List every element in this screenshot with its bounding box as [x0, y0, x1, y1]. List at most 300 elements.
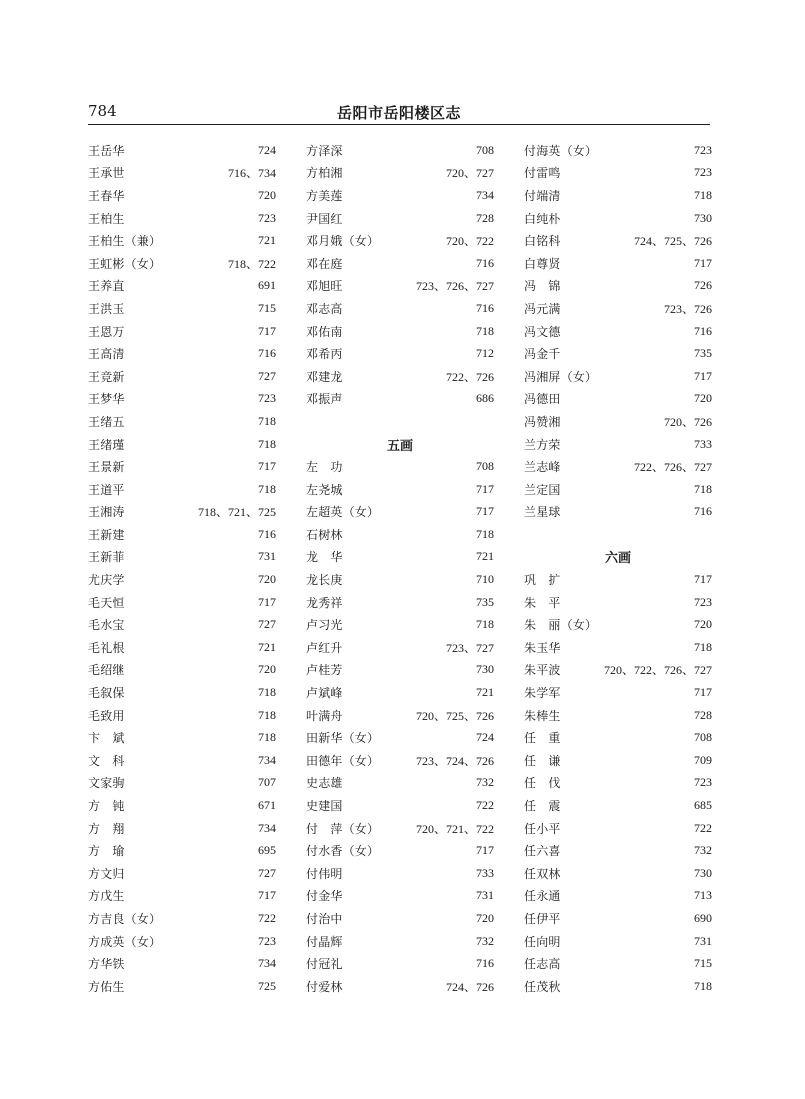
- entry-pages: 715: [694, 956, 712, 971]
- entry-pages: 717: [694, 685, 712, 700]
- index-entry: [306, 885, 494, 908]
- entry-pages: 717: [258, 594, 276, 609]
- entry-pages: 720、721、722: [415, 821, 494, 836]
- entry-pages: 723、726: [663, 301, 712, 316]
- entry-pages: 723: [694, 775, 712, 790]
- entry-pages: 691: [258, 278, 276, 293]
- entry-pages: 727: [258, 865, 276, 880]
- entry-pages: 728: [476, 210, 494, 225]
- index-entry: [306, 952, 494, 975]
- entry-pages: 720、722: [445, 234, 494, 249]
- index-entry: [88, 907, 276, 930]
- index-entry: [524, 681, 712, 704]
- index-entry: [524, 410, 712, 433]
- entry-name: 卞 斌: [88, 731, 125, 746]
- entry-name: 叶满舟: [306, 708, 343, 723]
- entry-pages: 735: [694, 346, 712, 361]
- entry-pages: 686: [476, 391, 494, 406]
- entry-name: 王绪瑾: [88, 437, 125, 452]
- index-entry: [524, 952, 712, 975]
- index-entry: [306, 591, 494, 614]
- index-column-3: [524, 139, 712, 998]
- index-entry: [88, 478, 276, 501]
- index-entry: [306, 681, 494, 704]
- entry-pages: 723、724、726: [415, 753, 494, 768]
- entry-name: 文 科: [88, 753, 125, 768]
- entry-name: 付冠礼: [306, 957, 343, 972]
- entry-name: 王柏生: [88, 211, 125, 226]
- entry-pages: 722: [258, 910, 276, 925]
- entry-name: 尹国红: [306, 211, 343, 226]
- entry-pages: 727: [258, 368, 276, 383]
- index-entry: [88, 275, 276, 298]
- entry-name: 邓志高: [306, 301, 343, 316]
- entry-pages: 716、734: [227, 166, 276, 181]
- entry-name: 石树林: [306, 527, 343, 542]
- entry-pages: 730: [476, 662, 494, 677]
- entry-pages: 716: [476, 956, 494, 971]
- entry-pages: 722、726、727: [633, 460, 712, 475]
- entry-name: 毛水宝: [88, 618, 125, 633]
- index-entry: [524, 320, 712, 343]
- entry-pages: 732: [476, 775, 494, 790]
- index-entry: [524, 885, 712, 908]
- index-entry: [88, 975, 276, 998]
- entry-name: 方柏湘: [306, 166, 343, 181]
- index-entry: [88, 817, 276, 840]
- index-entry: [88, 636, 276, 659]
- entry-name: 毛叙保: [88, 686, 125, 701]
- entry-name: 任志高: [524, 957, 561, 972]
- index-entry: [88, 794, 276, 817]
- index-entry: [88, 162, 276, 185]
- entry-pages: 734: [258, 752, 276, 767]
- index-entry: [88, 546, 276, 569]
- entry-pages: 716: [258, 346, 276, 361]
- entry-name: 巩 扩: [524, 573, 561, 588]
- entry-name: 朱平波: [524, 663, 561, 678]
- index-entry: [88, 613, 276, 636]
- index-entry: [524, 817, 712, 840]
- index-entry: [524, 975, 712, 998]
- entry-name: 邓希丙: [306, 347, 343, 362]
- entry-pages: 671: [258, 798, 276, 813]
- index-entry: [524, 659, 712, 682]
- index-entry: [306, 704, 494, 727]
- entry-name: 邓建龙: [306, 369, 343, 384]
- book-title: 岳阳市岳阳楼区志: [336, 104, 461, 122]
- index-entry: [524, 275, 712, 298]
- index-entry: [306, 162, 494, 185]
- index-entry: [524, 478, 712, 501]
- entry-pages: 708: [694, 730, 712, 745]
- entry-pages: 721: [258, 233, 276, 248]
- index-entry: [524, 726, 712, 749]
- entry-pages: 720: [258, 187, 276, 202]
- entry-name: 方 钝: [88, 799, 125, 814]
- index-entry: [88, 885, 276, 908]
- entry-name: 朱 丽（女）: [524, 618, 598, 633]
- entry-name: 王竞新: [88, 369, 125, 384]
- entry-pages: 718: [476, 323, 494, 338]
- index-entry: [524, 388, 712, 411]
- entry-pages: 724、725、726: [633, 234, 712, 249]
- entry-name: 朱棒生: [524, 708, 561, 723]
- entry-name: 卢红升: [306, 640, 343, 655]
- entry-pages: 723: [694, 142, 712, 157]
- index-entry: [88, 388, 276, 411]
- index-entry: [306, 229, 494, 252]
- index-entry: [306, 501, 494, 524]
- entry-pages: 735: [476, 594, 494, 609]
- index-entry: [306, 726, 494, 749]
- entry-pages: 718: [694, 978, 712, 993]
- entry-name: 任向明: [524, 934, 561, 949]
- index-entry: [306, 568, 494, 591]
- index-entry: [524, 139, 712, 162]
- entry-pages: 708: [476, 459, 494, 474]
- index-entry: [524, 207, 712, 230]
- entry-name: 龙长庚: [306, 573, 343, 588]
- entry-name: 邓旭旺: [306, 279, 343, 294]
- entry-name: 左 功: [306, 460, 343, 475]
- index-entry: [524, 252, 712, 275]
- entry-name: 毛致用: [88, 708, 125, 723]
- index-entry: [306, 365, 494, 388]
- entry-name: 任 伐: [524, 776, 561, 791]
- entry-name: 方 瑜: [88, 844, 125, 859]
- entry-pages: 721: [258, 639, 276, 654]
- entry-pages: 730: [694, 210, 712, 225]
- entry-pages: 722: [476, 798, 494, 813]
- entry-name: 王绪五: [88, 414, 125, 429]
- entry-name: 卢桂芳: [306, 663, 343, 678]
- entry-pages: 718、722: [227, 256, 276, 271]
- entry-pages: 716: [694, 504, 712, 519]
- entry-name: 史建国: [306, 799, 343, 814]
- entry-name: 毛礼根: [88, 640, 125, 655]
- entry-name: 王承世: [88, 166, 125, 181]
- entry-name: 田新华（女）: [306, 731, 380, 746]
- entry-pages: 718: [476, 617, 494, 632]
- entry-pages: 722、726: [445, 369, 494, 384]
- index-entry: [524, 749, 712, 772]
- index-entry: [306, 297, 494, 320]
- entry-pages: 727: [258, 617, 276, 632]
- entry-pages: 734: [258, 956, 276, 971]
- entry-name: 朱 平: [524, 595, 561, 610]
- entry-name: 冯德田: [524, 392, 561, 407]
- index-entry: [88, 772, 276, 795]
- entry-name: 王春华: [88, 188, 125, 203]
- entry-pages: 724: [476, 730, 494, 745]
- entry-pages: 718: [694, 639, 712, 654]
- header-rule: [88, 124, 710, 125]
- entry-name: 王岳华: [88, 143, 125, 158]
- entry-name: 任永通: [524, 889, 561, 904]
- index-column-2: [306, 139, 494, 998]
- index-entry: [306, 975, 494, 998]
- entry-pages: 723、727: [445, 640, 494, 655]
- entry-pages: 715: [258, 300, 276, 315]
- entry-name: 兰方荣: [524, 437, 561, 452]
- entry-name: 冯赞湘: [524, 414, 561, 429]
- entry-name: 王恩万: [88, 324, 125, 339]
- entry-pages: 723: [694, 594, 712, 609]
- entry-pages: 720: [476, 910, 494, 925]
- index-entry: [306, 907, 494, 930]
- entry-name: 付晶辉: [306, 934, 343, 949]
- index-entry: [524, 636, 712, 659]
- entry-name: 方泽深: [306, 143, 343, 158]
- entry-pages: 718: [258, 481, 276, 496]
- entry-pages: 720、725、726: [415, 708, 494, 723]
- entry-name: 史志雄: [306, 776, 343, 791]
- index-entry: [306, 139, 494, 162]
- entry-pages: 722: [694, 820, 712, 835]
- entry-pages: 716: [694, 323, 712, 338]
- index-entry: [306, 388, 494, 411]
- index-entry: [524, 568, 712, 591]
- index-entry: [306, 930, 494, 953]
- entry-pages: 718: [258, 707, 276, 722]
- index-entry: [88, 568, 276, 591]
- index-entry: [306, 320, 494, 343]
- entry-name: 方戊生: [88, 889, 125, 904]
- entry-pages: 720: [694, 391, 712, 406]
- index-entry: [88, 862, 276, 885]
- index-entry: [524, 523, 712, 546]
- index-column-1: [88, 139, 276, 998]
- index-entry: [88, 952, 276, 975]
- entry-pages: 717: [694, 255, 712, 270]
- index-entry: [524, 501, 712, 524]
- entry-name: 王养直: [88, 279, 125, 294]
- entry-pages: 717: [258, 323, 276, 338]
- entry-name: 付水香（女）: [306, 844, 380, 859]
- entry-name: 冯 锦: [524, 279, 561, 294]
- index-entry: [306, 523, 494, 546]
- index-entry: [88, 365, 276, 388]
- index-entry: [306, 455, 494, 478]
- index-entry: [306, 478, 494, 501]
- index-entry: [88, 501, 276, 524]
- index-entry: [88, 320, 276, 343]
- entry-name: 付治中: [306, 911, 343, 926]
- entry-name: 付爱林: [306, 979, 343, 994]
- index-entry: [306, 794, 494, 817]
- index-entry: [306, 772, 494, 795]
- index-entry: [306, 636, 494, 659]
- index-entry: [88, 523, 276, 546]
- entry-name: 王新菲: [88, 550, 125, 565]
- entry-pages: 725: [258, 978, 276, 993]
- entry-name: 左超英（女）: [306, 505, 380, 520]
- entry-name: 王景新: [88, 460, 125, 475]
- entry-pages: 734: [476, 187, 494, 202]
- entry-pages: 717: [258, 459, 276, 474]
- entry-name: 付海英（女）: [524, 143, 598, 158]
- entry-name: 付伟明: [306, 866, 343, 881]
- entry-pages: 731: [694, 933, 712, 948]
- index-entry: [306, 275, 494, 298]
- entry-pages: 733: [476, 865, 494, 880]
- index-entry: [306, 817, 494, 840]
- entry-pages: 717: [476, 481, 494, 496]
- index-entry: [524, 839, 712, 862]
- index-entry: [306, 410, 494, 433]
- entry-name: 王湘涛: [88, 505, 125, 520]
- entry-pages: 718: [258, 730, 276, 745]
- entry-pages: 723: [258, 933, 276, 948]
- entry-name: 龙 华: [306, 550, 343, 565]
- entry-name: 任 谦: [524, 753, 561, 768]
- entry-name: 邓振声: [306, 392, 343, 407]
- entry-pages: 723: [258, 391, 276, 406]
- entry-name: 付雷鸣: [524, 166, 561, 181]
- entry-name: 方 翔: [88, 821, 125, 836]
- index-entry: [88, 591, 276, 614]
- index-entry: [88, 252, 276, 275]
- entry-name: 任双林: [524, 866, 561, 881]
- entry-name: 龙秀祥: [306, 595, 343, 610]
- entry-name: 王梦华: [88, 392, 125, 407]
- index-entry: [88, 297, 276, 320]
- index-entry: [88, 139, 276, 162]
- entry-name: 毛绍继: [88, 663, 125, 678]
- index-entry: [306, 252, 494, 275]
- entry-name: 付 萍（女）: [306, 821, 380, 836]
- entry-pages: 723: [258, 210, 276, 225]
- index-entry: [524, 162, 712, 185]
- entry-pages: 720: [258, 662, 276, 677]
- entry-name: 付端清: [524, 188, 561, 203]
- entry-pages: 720: [258, 572, 276, 587]
- entry-name: 冯元满: [524, 301, 561, 316]
- index-entry: [306, 207, 494, 230]
- entry-pages: 718: [258, 436, 276, 451]
- index-entry: [88, 455, 276, 478]
- entry-name: 方吉良（女）: [88, 911, 162, 926]
- entry-name: 王道平: [88, 482, 125, 497]
- entry-name: 白尊贤: [524, 256, 561, 271]
- entry-pages: 723、726、727: [415, 279, 494, 294]
- index-entry: [88, 659, 276, 682]
- entry-name: 方文归: [88, 866, 125, 881]
- entry-name: 田德年（女）: [306, 753, 380, 768]
- entry-name: 王洪玉: [88, 301, 125, 316]
- entry-pages: 718: [694, 481, 712, 496]
- entry-name: 卢斌峰: [306, 686, 343, 701]
- entry-pages: 713: [694, 888, 712, 903]
- index-entry: [88, 342, 276, 365]
- index-entry: [306, 839, 494, 862]
- stroke-section-heading: 五画: [386, 438, 413, 454]
- entry-name: 朱玉华: [524, 640, 561, 655]
- index-entry: [524, 455, 712, 478]
- index-entry: [524, 591, 712, 614]
- entry-name: 方华铁: [88, 957, 125, 972]
- entry-pages: 695: [258, 843, 276, 858]
- entry-pages: 716: [258, 526, 276, 541]
- entry-pages: 733: [694, 436, 712, 451]
- index-entry: [524, 862, 712, 885]
- index-entry: [306, 546, 494, 569]
- index-entry: [88, 433, 276, 456]
- entry-pages: 685: [694, 798, 712, 813]
- entry-pages: 731: [258, 549, 276, 564]
- entry-pages: 732: [476, 933, 494, 948]
- entry-pages: 717: [258, 888, 276, 903]
- entry-name: 邓佑南: [306, 324, 343, 339]
- entry-pages: 718: [694, 187, 712, 202]
- index-entry: [524, 342, 712, 365]
- entry-name: 左尧城: [306, 482, 343, 497]
- index-entry: [524, 365, 712, 388]
- entry-name: 方成英（女）: [88, 934, 162, 949]
- entry-pages: 716: [476, 255, 494, 270]
- entry-pages: 724: [258, 142, 276, 157]
- entry-pages: 717: [476, 843, 494, 858]
- index-entry: [88, 410, 276, 433]
- index-entry: [306, 342, 494, 365]
- page-number: 784: [88, 102, 117, 120]
- entry-pages: 717: [694, 368, 712, 383]
- index-entry: [524, 229, 712, 252]
- index-entry: [88, 229, 276, 252]
- page-header: [88, 102, 710, 124]
- entry-pages: 720: [694, 617, 712, 632]
- entry-name: 冯金千: [524, 347, 561, 362]
- index-entry: [306, 659, 494, 682]
- entry-pages: 708: [476, 142, 494, 157]
- index-entry: [88, 726, 276, 749]
- entry-name: 冯文德: [524, 324, 561, 339]
- entry-name: 卢习光: [306, 618, 343, 633]
- entry-name: 尤庆学: [88, 573, 125, 588]
- entry-pages: 717: [476, 504, 494, 519]
- index-entry: [524, 613, 712, 636]
- entry-pages: 717: [694, 572, 712, 587]
- index-entry: [88, 704, 276, 727]
- entry-pages: 720、722、726、727: [603, 663, 712, 678]
- entry-name: 毛天恒: [88, 595, 125, 610]
- entry-name: 白铭科: [524, 234, 561, 249]
- entry-pages: 726: [694, 278, 712, 293]
- entry-name: 邓在庭: [306, 256, 343, 271]
- index-entry: [306, 862, 494, 885]
- entry-pages: 728: [694, 707, 712, 722]
- entry-name: 邓月娥（女）: [306, 234, 380, 249]
- entry-pages: 732: [694, 843, 712, 858]
- index-entry: [524, 297, 712, 320]
- index-entry: [524, 930, 712, 953]
- entry-name: 任 重: [524, 731, 561, 746]
- entry-name: 文家驹: [88, 776, 125, 791]
- entry-pages: 718、721、725: [197, 505, 276, 520]
- entry-name: 方佑生: [88, 979, 125, 994]
- entry-pages: 712: [476, 346, 494, 361]
- entry-pages: 721: [476, 549, 494, 564]
- entry-name: 朱学军: [524, 686, 561, 701]
- index-entry: [524, 184, 712, 207]
- entry-pages: 690: [694, 910, 712, 925]
- entry-pages: 718: [476, 526, 494, 541]
- entry-pages: 710: [476, 572, 494, 587]
- entry-pages: 730: [694, 865, 712, 880]
- entry-pages: 709: [694, 752, 712, 767]
- entry-name: 白纯朴: [524, 211, 561, 226]
